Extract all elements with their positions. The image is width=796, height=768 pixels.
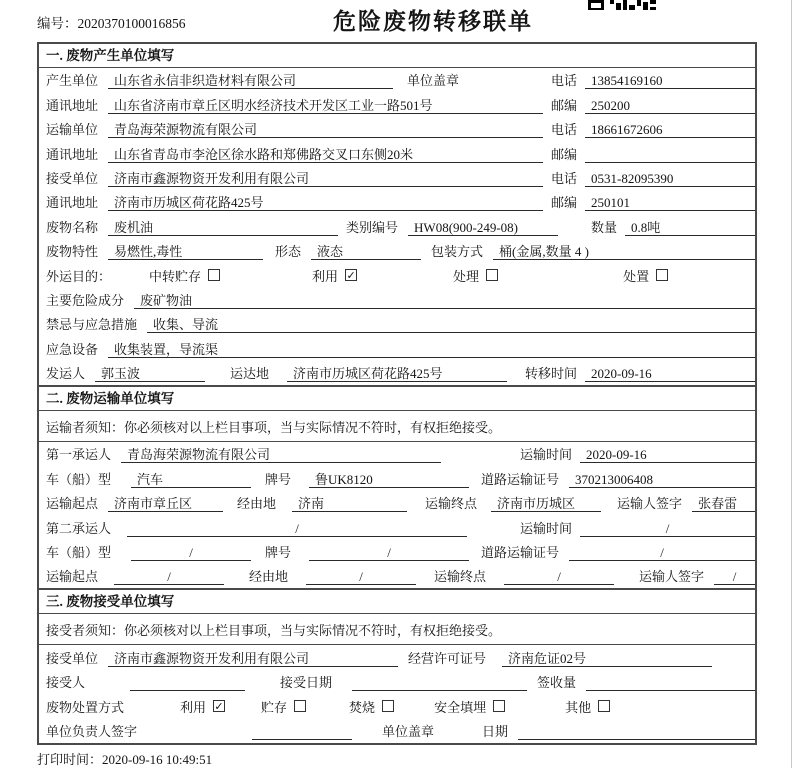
producer-phone-label: 电话 xyxy=(550,73,577,89)
disposal-option-landfill xyxy=(434,697,505,716)
accept-unit-label: 接受单位 xyxy=(46,650,99,666)
receiver-value: 济南市鑫源物资开发利用有限公司 xyxy=(108,170,543,187)
row-vehicle-2 xyxy=(39,540,755,564)
producer-label: 产生单位 xyxy=(46,73,99,89)
transporter-address-value: 山东省青岛市李沧区徐水路和郑佛路交叉口东侧20米 xyxy=(108,146,543,163)
producer-address-label: 通讯地址 xyxy=(46,97,99,113)
disposal-option-storage xyxy=(261,697,306,716)
plate-2-label: 牌号 xyxy=(265,545,292,561)
transporter-notice xyxy=(39,411,755,442)
row-producer-address xyxy=(39,92,755,116)
row-accept-unit xyxy=(39,645,755,669)
accept-date-value xyxy=(352,674,527,691)
vehicle-type-value: 汽车 xyxy=(131,471,251,488)
receiver-notice-text: 接受者须知：你必须核对以上栏目事项，当与实际情况不符时，有权拒绝接受。 xyxy=(46,622,502,638)
vehicle-type-label: 车（船）型 xyxy=(46,471,112,487)
measures-value: 收集、导流 xyxy=(147,316,755,333)
checkbox xyxy=(486,269,498,281)
checkbox-label: 处理 xyxy=(453,268,480,284)
producer-zip-label: 邮编 xyxy=(550,97,577,113)
row-consignor xyxy=(39,361,755,385)
route-start-value: 济南市章丘区 xyxy=(108,495,223,512)
route-via-2-value: / xyxy=(306,568,416,585)
checkbox xyxy=(598,700,610,712)
checkbox-label: 利用 xyxy=(312,268,339,284)
row-transporter xyxy=(39,117,755,141)
transport-time-label: 运输时间 xyxy=(519,447,572,463)
page-right-edge xyxy=(791,0,792,768)
second-carrier-value: / xyxy=(127,520,467,537)
transport-time-2-label: 运输时间 xyxy=(519,520,572,536)
seal-text: 单位盖章 xyxy=(407,73,460,89)
destination-value: 济南市历城区荷花路425号 xyxy=(287,365,507,382)
section-transporter xyxy=(39,387,755,590)
route-start-2-value: / xyxy=(114,568,224,585)
road-cert-value: 370213006408 xyxy=(569,471,755,488)
responsible-sign-value xyxy=(252,723,352,740)
section-receiver-heading: 三. 废物接受单位填写 xyxy=(39,590,755,614)
row-emergency-equipment xyxy=(39,336,755,360)
waste-pack-value: 桶(金属,数量 4 ) xyxy=(493,243,755,260)
consignor-value: 郭玉波 xyxy=(95,365,205,382)
section-producer-heading: 一. 废物产生单位填写 xyxy=(39,44,755,68)
print-time-value: 2020-09-16 10:49:51 xyxy=(102,752,213,767)
acceptor-label: 接受人 xyxy=(46,675,86,691)
first-carrier-label: 第一承运人 xyxy=(46,447,112,463)
receiver-label: 接受单位 xyxy=(46,170,99,186)
permit-value: 济南危证02号 xyxy=(502,650,712,667)
receiver-address-label: 通讯地址 xyxy=(46,195,99,211)
vehicle-type-2-value: / xyxy=(131,544,251,561)
manifest-number-label: 编号： xyxy=(37,16,78,31)
waste-character-value: 易燃性,毒性 xyxy=(108,243,263,260)
plate-label: 牌号 xyxy=(265,471,292,487)
row-emergency-measures xyxy=(39,312,755,336)
route-end-2-label: 运输终点 xyxy=(434,569,487,585)
page-title: 危险废物转移联单 xyxy=(333,9,533,34)
acceptor-value xyxy=(130,674,245,691)
receiver-zip-value: 250101 xyxy=(585,194,755,211)
receiver-address-value: 济南市历城区荷花路425号 xyxy=(108,194,543,211)
accept-date-label: 接受日期 xyxy=(280,675,333,691)
receiver-zip-label: 邮编 xyxy=(550,195,577,211)
print-time xyxy=(37,749,212,768)
route-via-2-label: 经由地 xyxy=(249,569,289,585)
purpose-option-utilize xyxy=(312,266,357,285)
checkbox xyxy=(656,269,668,281)
vehicle-type-2-label: 车（船）型 xyxy=(46,545,112,561)
route-end-value: 济南市历城区 xyxy=(491,495,601,512)
waste-form-label: 形态 xyxy=(275,244,302,260)
waste-pack-label: 包装方式 xyxy=(431,244,484,260)
waste-form-value: 液态 xyxy=(311,243,421,260)
purpose-label: 外运目的： xyxy=(46,268,112,284)
row-responsible-sign xyxy=(39,719,755,743)
permit-label: 经营许可证号 xyxy=(408,650,487,666)
checkbox-label: 安全填埋 xyxy=(434,699,487,715)
waste-qty-label: 数量 xyxy=(590,219,617,235)
qr-code-partial-icon xyxy=(588,0,660,11)
road-cert-label: 道路运输证号 xyxy=(481,471,560,487)
waste-qty-value: 0.8吨 xyxy=(625,219,755,236)
receiver-notice xyxy=(39,614,755,645)
transporter-phone-label: 电话 xyxy=(550,122,577,138)
hazard-value: 废矿物油 xyxy=(134,292,755,309)
waste-name-value: 废机油 xyxy=(108,219,338,236)
consignor-label: 发运人 xyxy=(46,366,86,382)
checkbox-label: 中转贮存 xyxy=(149,268,202,284)
row-first-carrier xyxy=(39,442,755,466)
checkbox xyxy=(208,269,220,281)
equipment-label: 应急设备 xyxy=(46,341,99,357)
transporter-zip-label: 邮编 xyxy=(550,146,577,162)
row-receiver xyxy=(39,166,755,190)
route-start-label: 运输起点 xyxy=(46,496,99,512)
row-second-carrier xyxy=(39,515,755,539)
plate-2-value: / xyxy=(309,544,469,561)
row-hazard-component xyxy=(39,288,755,312)
route-sign-2-label: 运输人签字 xyxy=(639,569,705,585)
transporter-zip-value xyxy=(585,146,755,163)
route-end-label: 运输终点 xyxy=(425,496,478,512)
purpose-option-dispose xyxy=(623,266,668,285)
transporter-notice-text: 运输者须知：你必须核对以上栏目事项，当与实际情况不符时，有权拒绝接受。 xyxy=(46,419,502,435)
row-transporter-address xyxy=(39,141,755,165)
disposal-label: 废物处置方式 xyxy=(46,699,125,715)
signed-qty-value xyxy=(586,674,755,691)
checkbox-label: 其他 xyxy=(565,699,592,715)
waste-name-label: 废物名称 xyxy=(46,219,99,235)
measures-label: 禁忌与应急措施 xyxy=(46,317,138,333)
transporter-label: 运输单位 xyxy=(46,122,99,138)
route-end-2-value: / xyxy=(504,568,614,585)
route-start-2-label: 运输起点 xyxy=(46,569,99,585)
purpose-option-treat xyxy=(453,266,498,285)
checkbox-label: 处置 xyxy=(623,268,650,284)
print-time-label: 打印时间： xyxy=(37,752,103,767)
route-via-value: 济南 xyxy=(292,495,407,512)
transporter-phone-value: 18661672606 xyxy=(585,121,755,138)
row-disposal-method xyxy=(39,694,755,718)
row-route-2 xyxy=(39,564,755,588)
transporter-address-label: 通讯地址 xyxy=(46,146,99,162)
transport-time-2-value: / xyxy=(580,520,755,537)
route-sign-value: 张春雷 xyxy=(692,495,755,512)
checkbox: ✓ xyxy=(214,699,224,713)
equipment-value: 收集装置，导流渠 xyxy=(108,341,755,358)
receiver-phone-label: 电话 xyxy=(550,170,577,186)
second-carrier-label: 第二承运人 xyxy=(46,520,112,536)
route-sign-2-value: / xyxy=(714,568,755,585)
plate-value: 鲁UK8120 xyxy=(309,471,469,488)
row-producer xyxy=(39,68,755,92)
destination-label: 运达地 xyxy=(230,366,270,382)
producer-value: 山东省永信非织造材料有限公司 xyxy=(108,72,393,89)
waste-code-label: 类别编号 xyxy=(346,219,399,235)
transfer-time-label: 转移时间 xyxy=(524,366,577,382)
section-producer xyxy=(39,44,755,387)
row-vehicle-1 xyxy=(39,466,755,490)
row-receiver-address xyxy=(39,190,755,214)
route-via-label: 经由地 xyxy=(237,496,277,512)
section-receiver xyxy=(39,590,755,743)
hazard-label: 主要危险成分 xyxy=(46,292,125,308)
producer-phone-value: 13854169160 xyxy=(585,72,755,89)
row-acceptor xyxy=(39,670,755,694)
section-transporter-heading: 二. 废物运输单位填写 xyxy=(39,387,755,411)
checkbox: ✓ xyxy=(346,268,356,282)
waste-character-label: 废物特性 xyxy=(46,244,99,260)
checkbox xyxy=(294,700,306,712)
disposal-option-other xyxy=(565,697,610,716)
checkbox xyxy=(382,700,394,712)
checkbox-label: 焚烧 xyxy=(349,699,376,715)
disposal-option-utilize xyxy=(180,697,225,716)
first-carrier-value: 青岛海荣源物流有限公司 xyxy=(121,446,441,463)
route-sign-label: 运输人签字 xyxy=(617,496,683,512)
road-cert-2-value: / xyxy=(569,544,755,561)
producer-zip-value: 250200 xyxy=(585,97,755,114)
producer-address-value: 山东省济南市章丘区明水经济技术开发区工业一路501号 xyxy=(108,97,543,114)
signed-qty-label: 签收量 xyxy=(537,675,577,691)
transporter-value: 青岛海荣源物流有限公司 xyxy=(108,121,543,138)
disposal-option-incinerate xyxy=(349,697,394,716)
manifest-form xyxy=(37,42,757,745)
manifest-number-value: 2020370100016856 xyxy=(77,16,186,31)
sign-date-label: 日期 xyxy=(482,723,509,739)
checkbox-label: 利用 xyxy=(180,699,207,715)
row-route-1 xyxy=(39,491,755,515)
receiver-phone-value: 0531-82095390 xyxy=(585,170,755,187)
transport-time-value: 2020-09-16 xyxy=(580,446,755,463)
waste-code-value: HW08(900-249-08) xyxy=(408,219,558,236)
unit-seal-text: 单位盖章 xyxy=(382,723,435,739)
checkbox-label: 贮存 xyxy=(261,699,288,715)
road-cert-2-label: 道路运输证号 xyxy=(481,545,560,561)
purpose-option-storage xyxy=(149,266,220,285)
sign-date-value xyxy=(518,723,755,740)
row-waste-character xyxy=(39,239,755,263)
transfer-time-value: 2020-09-16 xyxy=(585,365,755,382)
responsible-sign-label: 单位负责人签字 xyxy=(46,723,138,739)
accept-unit-value: 济南市鑫源物资开发利用有限公司 xyxy=(108,650,398,667)
row-transfer-purpose xyxy=(39,263,755,287)
row-waste-name xyxy=(39,214,755,238)
checkbox xyxy=(493,700,505,712)
